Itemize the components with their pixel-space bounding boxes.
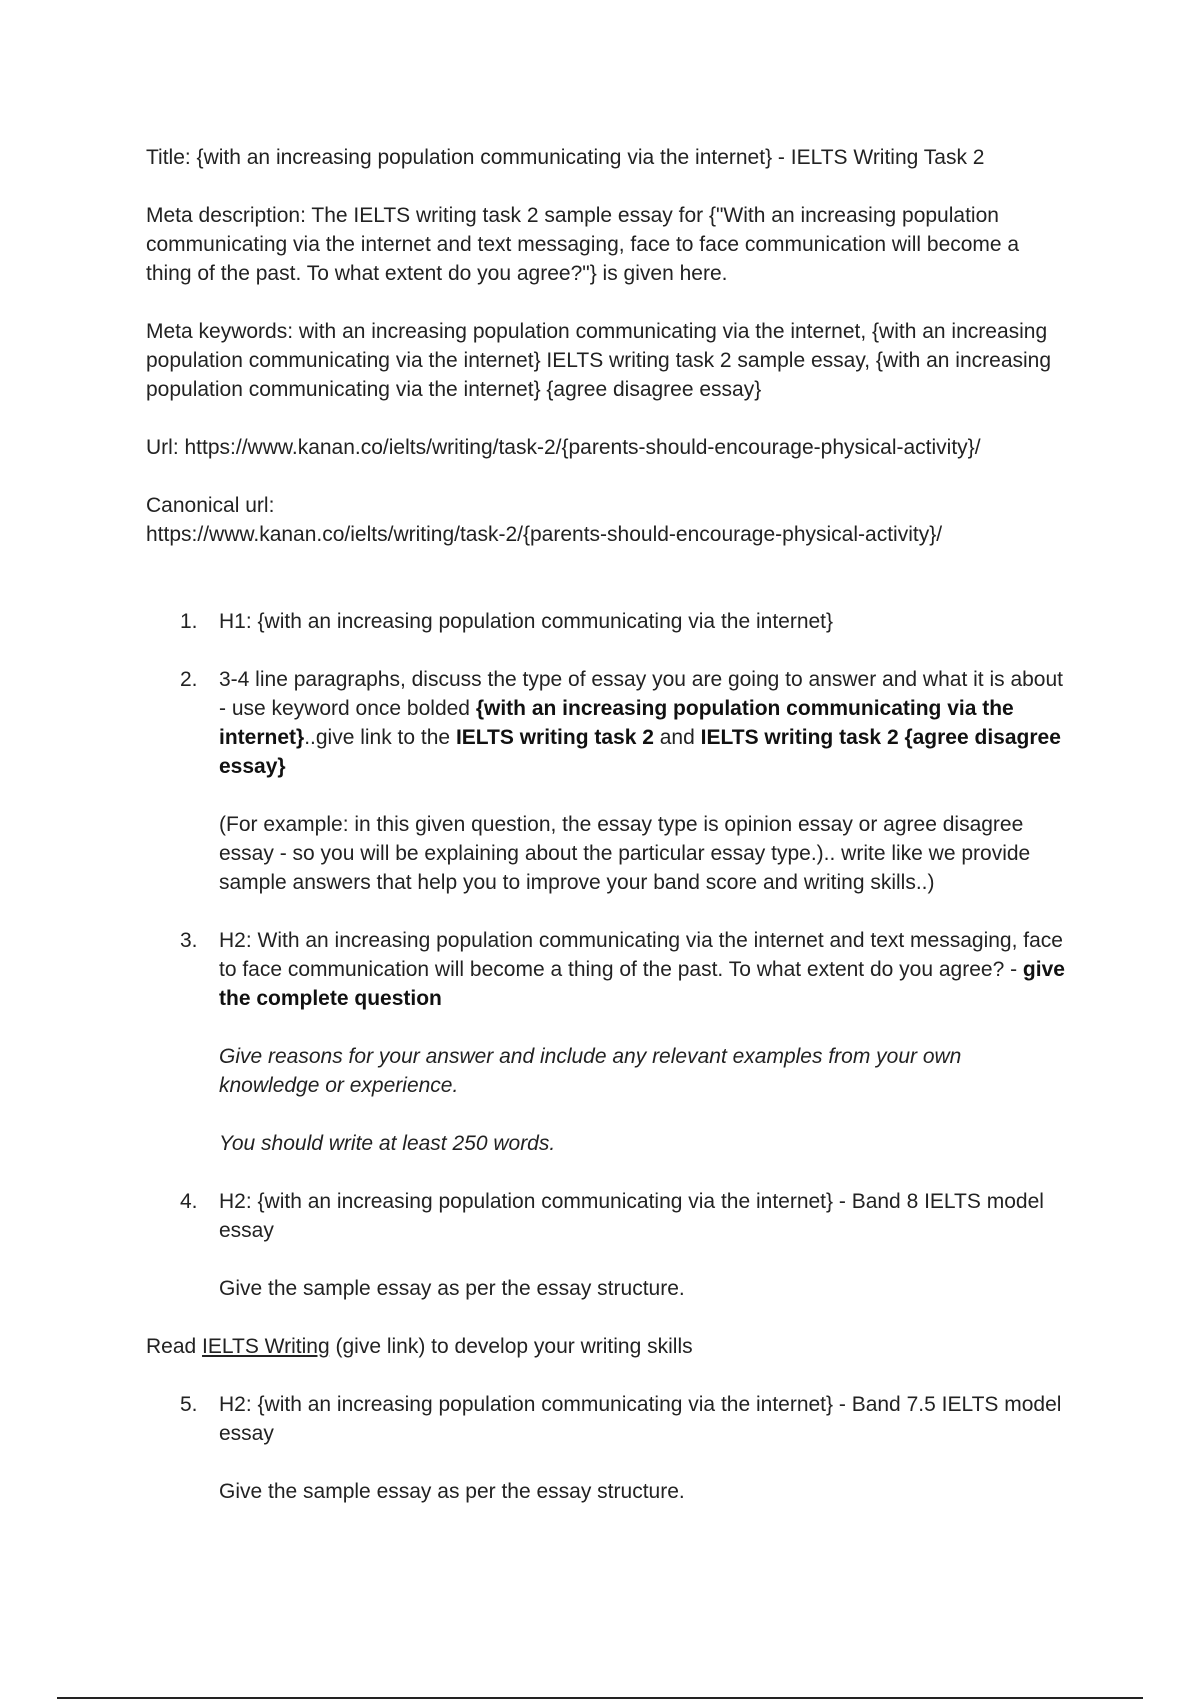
outline-list-continued: [146, 1390, 1066, 1506]
read-line: [146, 1332, 1066, 1361]
title-line: Title: {with an increasing population communicating via the internet} - IELTS Writing Task 2: [146, 146, 985, 169]
item-text-part: and: [653, 726, 701, 749]
meta-keywords: Meta keywords: with an increasing population communicating via the internet, {with an increasing population communicating via the internet} IELTS writing task 2 sample essay, {with an increasing population communicating via the internet} {agree disagree essay}: [146, 320, 1052, 401]
list-number: 4.: [180, 1190, 198, 1213]
list-number: 3.: [180, 929, 198, 952]
item-text: [219, 926, 1066, 1013]
document-page: [146, 143, 1066, 1506]
list-number: 5.: [180, 1393, 198, 1416]
italic-instruction: [219, 1042, 1066, 1100]
item-text: H1: {with an increasing population communicating via the internet}: [219, 610, 834, 633]
list-number: 2.: [180, 668, 198, 691]
bottom-divider: [57, 1697, 1143, 1699]
list-item: [146, 607, 1066, 636]
item-text: H2: {with an increasing population communicating via the internet} - Band 8 IELTS model essay: [219, 1190, 1044, 1242]
canonical-label: Canonical url:: [146, 494, 275, 517]
list-item: [146, 1390, 1066, 1506]
italic-text: Give reasons for your answer and include any relevant examples from your own knowledge or experience.: [219, 1045, 962, 1097]
meta-description: Meta description: The IELTS writing task 2 sample essay for {"With an increasing population communicating via the internet and text messaging, face to face communication will become a thing of the past. To what extent do you agree?"} is given here.: [146, 204, 1020, 285]
item-text: [219, 665, 1066, 781]
canonical-url: [146, 491, 1066, 549]
italic-instruction: [219, 1129, 1066, 1158]
url-line: Url: https://www.kanan.co/ielts/writing/task-2/{parents-should-encourage-physical-activity}/: [146, 436, 981, 459]
item-sub-text: Give the sample essay as per the essay structure.: [219, 1277, 685, 1300]
item-sub-text: Give the sample essay as per the essay structure.: [219, 1480, 685, 1503]
italic-text: You should write at least 250 words.: [219, 1132, 556, 1155]
outline-list: [146, 607, 1066, 1303]
bold-instruction: give the complete question: [219, 958, 1065, 1010]
bold-link-text: IELTS writing task 2: [455, 726, 654, 749]
list-number: 1.: [180, 610, 198, 633]
bold-link-text: IELTS writing task 2 {agree disagree essay}: [219, 726, 1061, 778]
list-item: [146, 1187, 1066, 1303]
item-text-part: H2: With an increasing population communicating via the internet and text messaging, face to face communication will become a thing of the past. To what extent do you agree? -: [219, 929, 1063, 981]
item-text-part: 3-4 line paragraphs, discuss the type of essay you are going to answer and what it is about - use keyword once bolded: [219, 668, 1063, 720]
list-item: [146, 926, 1066, 1158]
canonical-value: https://www.kanan.co/ielts/writing/task-2/{parents-should-encourage-physical-activity}/: [146, 523, 943, 546]
ielts-writing-link[interactable]: IELTS Writing: [202, 1335, 330, 1358]
item-text-part: ..give link to the: [304, 726, 456, 749]
list-item: [146, 665, 1066, 897]
item-note: (For example: in this given question, the essay type is opinion essay or agree disagree essay - so you will be explaining about the particular essay type.).. write like we provide sample answers that help you to improve your band score and writing skills..): [219, 813, 1031, 894]
read-prefix: Read: [146, 1335, 203, 1358]
item-text: H2: {with an increasing population communicating via the internet} - Band 7.5 IELTS model essay: [219, 1393, 1062, 1445]
read-suffix: (give link) to develop your writing skills: [329, 1335, 693, 1358]
bold-keyword: {with an increasing population communicating via the internet}: [219, 697, 1014, 749]
